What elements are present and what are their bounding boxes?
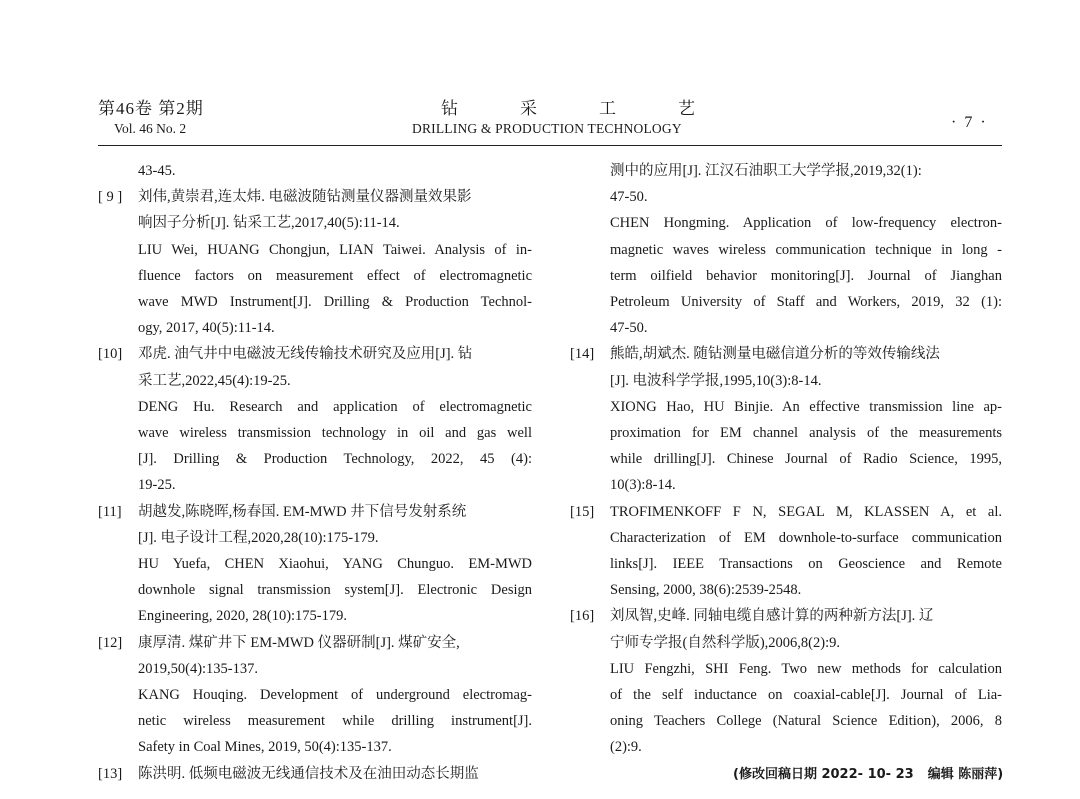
journal-title-en: DRILLING & PRODUCTION TECHNOLOGY	[412, 121, 682, 136]
reference-line: KANG Houqing. Development of underground electromag-	[138, 687, 532, 703]
reference-line: TROFIMENKOFF F N, SEGAL M, KLASSEN A, et al.	[610, 503, 1002, 520]
reference-number: [16]	[570, 608, 595, 625]
reference-line: (2):9.	[610, 739, 642, 756]
reference-number: [13]	[98, 765, 123, 782]
reference-line: [J]. Drilling & Production Technology, 2022, 45 (4):	[138, 451, 532, 468]
reference-line: 刘凤智,史峰. 同轴电缆自感计算的两种新方法[J]. 辽	[610, 608, 934, 625]
revision-note	[733, 763, 1003, 782]
reference-line: 胡越发,陈晓晖,杨春国. EM-MWD 井下信号发射系统	[138, 503, 467, 520]
reference-line: 邓虎. 油气井中电磁波无线传输技术研究及应用[J]. 钻	[138, 346, 473, 363]
journal-char: 采	[520, 99, 537, 118]
reference-line: while drilling[J]. Chinese Journal of Radio Science, 1995,	[610, 451, 1002, 468]
reference-line: downhole signal transmission system[J]. Electronic Design	[138, 582, 532, 599]
reference-line: Safety in Coal Mines, 2019, 50(4):135-137.	[138, 739, 392, 756]
reference-line: HU Yuefa, CHEN Xiaohui, YANG Chunguo. EM-MWD	[138, 556, 532, 572]
reference-line: 2019,50(4):135-137.	[138, 660, 259, 677]
reference-line: DENG Hu. Research and application of electromagnetic	[138, 398, 532, 415]
reference-line: 响因子分析[J]. 钻采工艺,2017,40(5):11-14.	[138, 215, 400, 232]
reference-line: ogy, 2017, 40(5):11-14.	[138, 320, 275, 337]
reference-line: 采工艺,2022,45(4):19-25.	[138, 372, 291, 389]
reference-line: Engineering, 2020, 28(10):175-179.	[138, 608, 348, 625]
reference-line: [J]. 电波科学学报,1995,10(3):8-14.	[610, 372, 822, 389]
reference-number: [10]	[98, 346, 123, 363]
journal-char: 钻	[441, 99, 458, 118]
reference-line: links[J]. IEEE Transactions on Geoscience and Remote	[610, 556, 1002, 572]
reference-line: Characterization of EM downhole-to-surface communication	[610, 529, 1002, 546]
reference-line: CHEN Hongming. Application of low-frequency electron-	[610, 215, 1002, 232]
reference-number: [14]	[570, 346, 595, 363]
reference-line: 测中的应用[J]. 江汉石油职工大学学报,2019,32(1):	[610, 163, 922, 179]
reference-line: 47-50.	[610, 189, 648, 206]
reference-number: [11]	[98, 503, 122, 520]
reference-line: 宁师专学报(自然科学版),2006,8(2):9.	[610, 634, 840, 651]
reference-line: 43-45.	[138, 163, 176, 179]
reference-line: wave MWD Instrument[J]. Drilling & Production Technol-	[138, 294, 532, 310]
reference-line: 10(3):8-14.	[610, 477, 676, 494]
volume-cn: 第46卷 第2期	[98, 99, 204, 118]
reference-line: of the self inductance on coaxial-cable[J]. Journal of Lia-	[610, 687, 1002, 703]
volume-en: Vol. 46 No. 2	[114, 121, 187, 136]
reference-line: 陈洪明. 低频电磁波无线通信技术及在油田动态长期监	[138, 765, 479, 782]
reference-line: XIONG Hao, HU Binjie. An effective transmission line ap-	[610, 398, 1002, 415]
reference-number: [ 9 ]	[98, 189, 123, 206]
reference-line: magnetic waves wireless communication technique in long -	[610, 241, 1002, 258]
reference-number: [15]	[570, 503, 595, 520]
reference-line: 刘伟,黄崇君,连太炜. 电磁波随钻测量仪器测量效果影	[138, 189, 472, 206]
reference-number: [12]	[98, 634, 123, 651]
reference-line: proximation for EM channel analysis of the measurements	[610, 425, 1002, 441]
header-rule	[98, 145, 1002, 146]
revision-date: (修改回稿日期 2022- 10- 23	[733, 767, 914, 782]
page-number: · 7 ·	[951, 114, 988, 131]
reference-line: 熊皓,胡斌杰. 随钻测量电磁信道分析的等效传输线法	[610, 346, 940, 363]
reference-line: LIU Fengzhi, SHI Feng. Two new methods for calculation	[610, 660, 1002, 677]
reference-line: 47-50.	[610, 320, 648, 337]
reference-line: LIU Wei, HUANG Chongjun, LIAN Taiwei. Analysis of in-	[138, 241, 532, 258]
reference-line: 19-25.	[138, 477, 176, 494]
reference-line: term oilfield behavior monitoring[J]. Journal of Jianghan	[610, 267, 1002, 284]
reference-line: wave wireless transmission technology in oil and gas well	[138, 425, 532, 441]
reference-line: oning Teachers College (Natural Science Edition), 2006, 8	[610, 713, 1002, 730]
reference-line: 康厚清. 煤矿井下 EM-MWD 仪器研制[J]. 煤矿安全,	[138, 634, 460, 651]
editor-credit: 编辑 陈丽萍)	[927, 767, 1004, 782]
reference-line: [J]. 电子设计工程,2020,28(10):175-179.	[138, 529, 379, 546]
reference-line: netic wireless measurement while drilling instrument[J].	[138, 713, 532, 730]
reference-line: fluence factors on measurement effect of electromagnetic	[138, 267, 532, 284]
reference-line: Sensing, 2000, 38(6):2539-2548.	[610, 582, 802, 599]
reference-line: Petroleum University of Staff and Workers, 2019, 32 (1):	[610, 294, 1002, 310]
journal-title-cn	[441, 94, 695, 119]
journal-char: 艺	[678, 99, 695, 118]
journal-char: 工	[599, 99, 616, 118]
